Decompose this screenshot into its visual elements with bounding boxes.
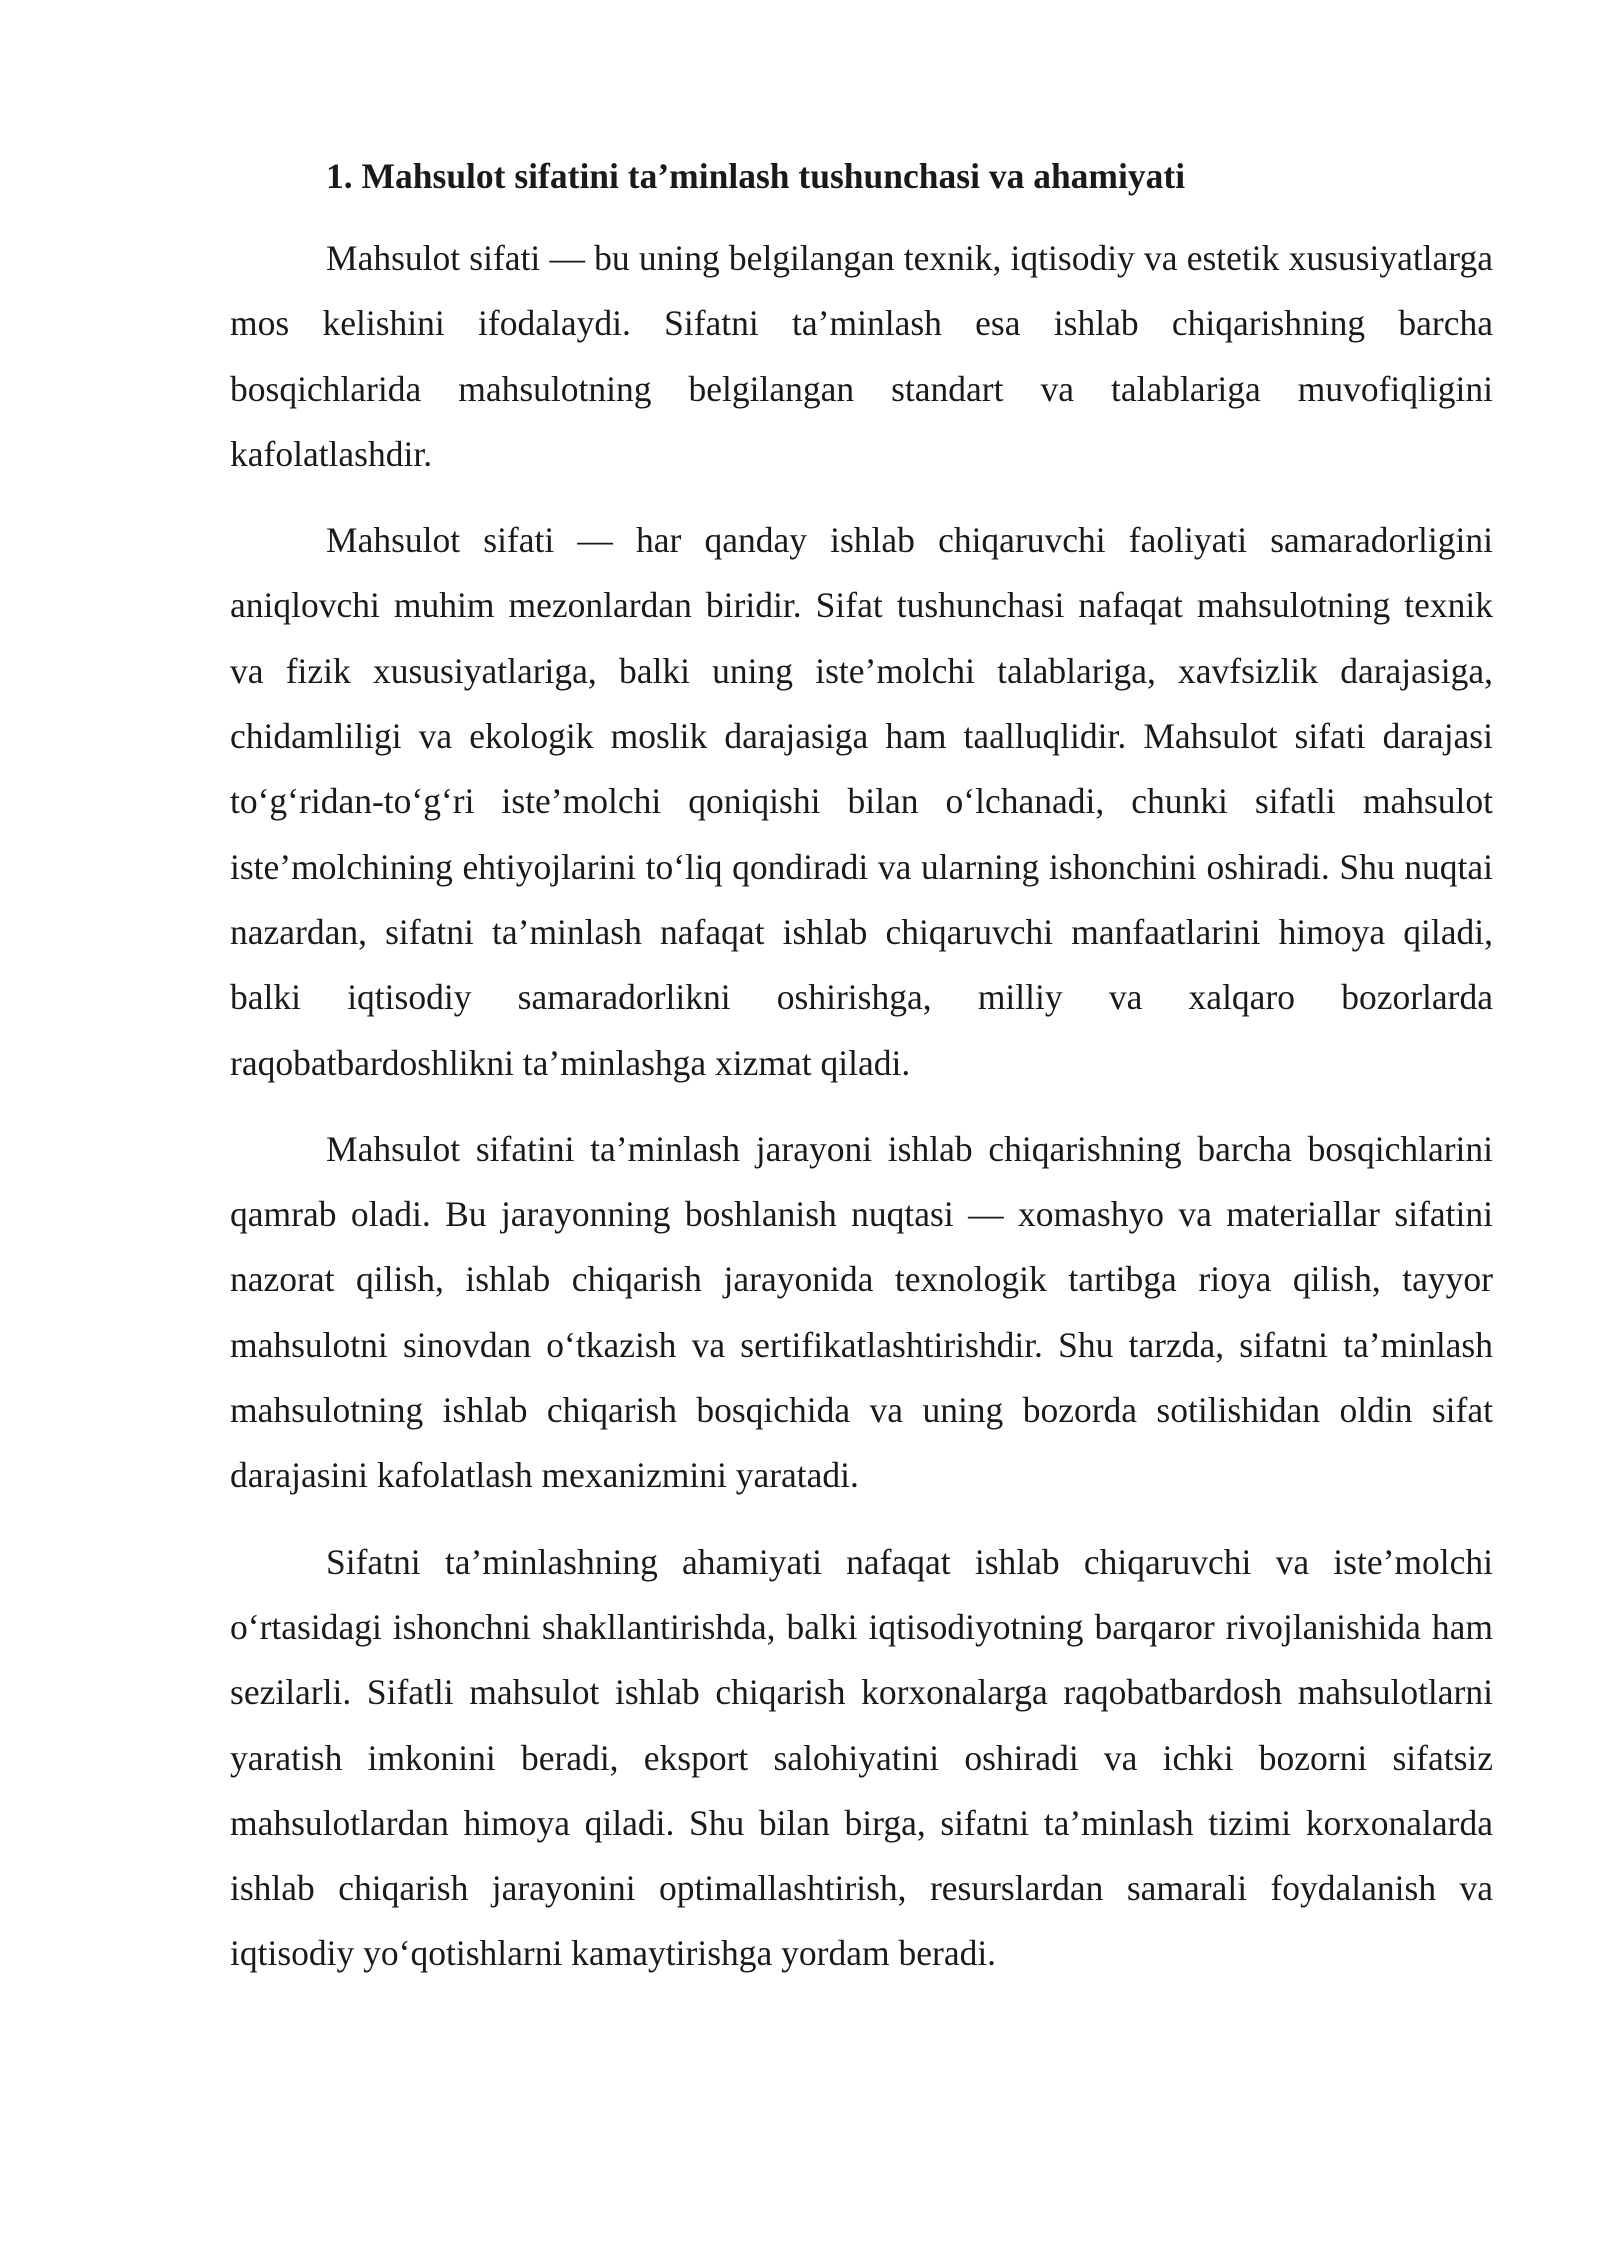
document-page [230, 148, 1493, 2008]
section-heading: 1. Mahsulot sifatini ta’minlash tushunchasi va ahamiyati [326, 156, 1186, 196]
paragraph-definition: Mahsulot sifati — bu uning belgilangan texnik, iqtisodiy va estetik xususiyatlarga mos kelishini ifodalaydi. Sifatni ta’minlash esa ishlab chiqarishning barcha bosqichlarida mahsulotning belgilangan standart va talablariga muvofiqligini kafolatlashdir. [230, 238, 1493, 474]
paragraph-importance: Sifatni ta’minlashning ahamiyati nafaqat ishlab chiqaruvchi va iste’molchi o‘rtasidagi ishonchni shakllantirishda, balki iqtisodiyotning barqaror rivojlanishida ham sezilarli. Sifatli mahsulot ishlab chiqarish korxonalarga raqobatbardosh mahsulotlarni yaratish imkonini beradi, eksport salohiyatini oshiradi va ichki bozorni sifatsiz mahsulotlardan himoya qiladi. Shu bilan birga, sifatni ta’minlash tizimi korxonalarda ishlab chiqarish jarayonini optimallashtirish, resurslardan samarali foydalanish va iqtisodiy yo‘qotishlarni kamaytirishga yordam beradi. [230, 1541, 1493, 1974]
paragraph-assurance-process: Mahsulot sifatini ta’minlash jarayoni ishlab chiqarishning barcha bosqichlarini qamrab oladi. Bu jarayonning boshlanish nuqtasi — xomashyo va materiallar sifatini nazorat qilish, ishlab chiqarish jarayonida texnologik tartibga rioya qilish, tayyor mahsulotni sinovdan o‘tkazish va sertifikatlashtirishdir. Shu tarzda, sifatni ta’minlash mahsulotning ishlab chiqarish bosqichida va uning bozorda sotilishidan oldin sifat darajasini kafolatlash mexanizmini yaratadi. [230, 1128, 1493, 1496]
paragraph-quality-criteria: Mahsulot sifati — har qanday ishlab chiqaruvchi faoliyati samaradorligini aniqlovchi muhim mezonlardan biridir. Sifat tushunchasi nafaqat mahsulotning texnik va fizik xususiyatlariga, balki uning iste’molchi talablariga, xavfsizlik darajasiga, chidamliligi va ekologik moslik darajasiga ham taalluqlidir. Mahsulot sifati darajasi to‘g‘ridan-to‘g‘ri iste’molchi qoniqishi bilan o‘lchanadi, chunki sifatli mahsulot iste’molchining ehtiyojlarini to‘liq qondiradi va ularning ishonchini oshiradi. Shu nuqtai nazardan, sifatni ta’minlash nafaqat ishlab chiqaruvchi manfaatlarini himoya qiladi, balki iqtisodiy samaradorlikni oshirishga, milliy va xalqaro bozorlarda raqobatbardoshlikni ta’minlashga xizmat qiladi. [230, 520, 1493, 1083]
